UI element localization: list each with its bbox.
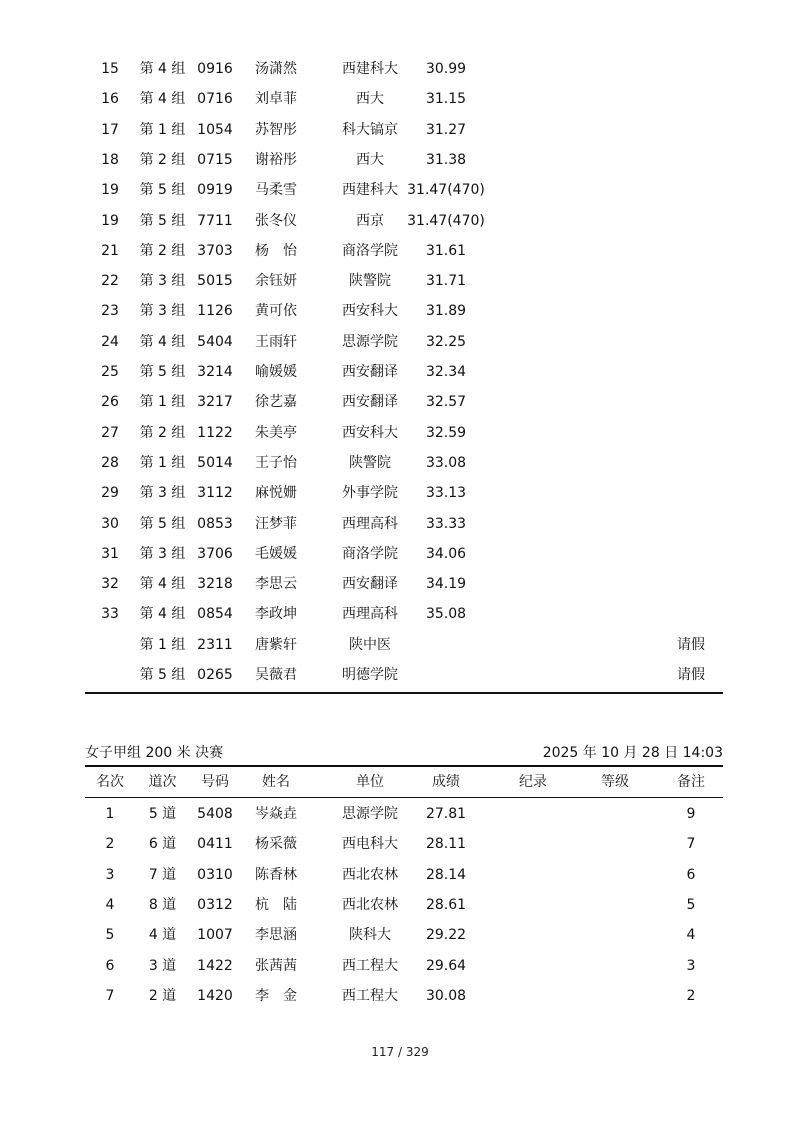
note-cell: 6 xyxy=(686,866,696,883)
table-row xyxy=(85,539,723,569)
number-cell: 1007 xyxy=(197,927,233,944)
header-bottom-rule xyxy=(85,797,723,798)
unit-cell: 西北农林 xyxy=(342,896,398,913)
lane-cell: 6 道 xyxy=(148,836,177,853)
result-cell: 31.27 xyxy=(425,121,467,138)
number-cell: 0312 xyxy=(197,896,233,913)
unit-cell: 西安翻译 xyxy=(342,364,398,380)
number-cell: 0853 xyxy=(197,515,233,532)
number-cell: 0919 xyxy=(197,182,233,199)
unit-cell: 西安科大 xyxy=(342,303,398,320)
group-cell: 第 4 组 xyxy=(139,91,186,108)
note-cell xyxy=(660,54,722,84)
table-row xyxy=(85,115,723,145)
rank-cell: 32 xyxy=(101,576,119,593)
note-cell xyxy=(660,448,722,478)
number-cell: 1422 xyxy=(197,957,233,974)
lane-cell: 8 道 xyxy=(148,896,177,913)
table-row xyxy=(85,266,723,296)
table-row xyxy=(85,860,723,890)
result-cell xyxy=(395,660,497,690)
table-row xyxy=(85,890,723,920)
name-cell: 唐紫轩 xyxy=(255,636,297,653)
result-cell: 31.47(470) xyxy=(407,182,485,199)
number-cell: 1054 xyxy=(197,121,233,138)
header-record: 纪录 xyxy=(519,774,547,790)
table-row xyxy=(85,951,723,981)
grade-cell xyxy=(580,981,650,1011)
number-cell: 3112 xyxy=(197,485,233,502)
table-row xyxy=(85,327,723,357)
table-row xyxy=(85,829,723,859)
header-number: 号码 xyxy=(201,774,229,790)
result-cell: 33.13 xyxy=(425,485,467,502)
number-cell: 5404 xyxy=(197,333,233,350)
unit-cell: 西京 xyxy=(356,212,384,229)
unit-cell: 陕警院 xyxy=(349,454,391,471)
table-row xyxy=(85,920,723,950)
note-cell xyxy=(660,115,722,145)
number-cell: 1420 xyxy=(197,987,233,1004)
note-cell xyxy=(660,236,722,266)
note-cell xyxy=(660,357,722,387)
table-row xyxy=(85,569,723,599)
result-cell: 33.08 xyxy=(425,454,467,471)
unit-cell: 西安科大 xyxy=(342,424,398,441)
lane-cell: 2 道 xyxy=(148,987,177,1004)
header-result: 成绩 xyxy=(432,774,460,790)
result-cell: 30.99 xyxy=(425,61,467,77)
event-datetime: 2025 年 10 月 28 日 14:03 xyxy=(542,745,723,761)
grade-cell xyxy=(580,829,650,859)
table-row xyxy=(85,509,723,539)
group-cell: 第 1 组 xyxy=(139,121,186,138)
result-cell: 35.08 xyxy=(425,606,467,623)
name-cell: 杨采薇 xyxy=(255,836,297,853)
number-cell: 0310 xyxy=(197,866,233,883)
name-cell: 杨 怡 xyxy=(255,242,297,259)
rank-cell: 23 xyxy=(101,303,119,320)
name-cell: 马柔雪 xyxy=(255,182,297,199)
number-cell: 5015 xyxy=(197,273,233,290)
result-cell: 28.14 xyxy=(425,866,467,883)
unit-cell: 西北农林 xyxy=(342,866,398,883)
unit-cell: 思源学院 xyxy=(342,333,398,350)
header-rank: 名次 xyxy=(96,774,124,790)
note-cell: 9 xyxy=(686,806,696,822)
rank-cell: 19 xyxy=(101,182,119,199)
unit-cell: 西大 xyxy=(356,91,384,108)
number-cell: 5408 xyxy=(197,806,233,822)
note-cell: 2 xyxy=(686,987,696,1004)
name-cell: 张茜茜 xyxy=(255,957,297,974)
result-cell: 28.61 xyxy=(425,896,467,913)
rank-cell: 31 xyxy=(101,545,119,562)
note-cell: 3 xyxy=(686,957,696,974)
number-cell: 0916 xyxy=(197,61,233,77)
unit-cell: 思源学院 xyxy=(342,806,398,822)
group-cell: 第 1 组 xyxy=(139,636,186,653)
lane-cell: 5 道 xyxy=(148,806,177,822)
unit-cell: 西安翻译 xyxy=(342,576,398,593)
grade-cell xyxy=(580,920,650,950)
unit-cell: 西建科大 xyxy=(342,182,398,199)
group-cell: 第 1 组 xyxy=(139,394,186,411)
result-cell: 32.57 xyxy=(425,394,467,411)
number-cell: 1122 xyxy=(197,424,233,441)
unit-cell: 明德学院 xyxy=(342,667,398,683)
record-cell xyxy=(498,799,568,829)
result-cell: 31.38 xyxy=(425,151,467,168)
number-cell: 1126 xyxy=(197,303,233,320)
header-lane: 道次 xyxy=(148,774,177,790)
note-cell xyxy=(660,84,722,114)
table-row xyxy=(85,175,723,205)
group-cell: 第 5 组 xyxy=(139,515,186,532)
header-name: 姓名 xyxy=(262,774,290,790)
table-row xyxy=(85,206,723,236)
result-cell: 30.08 xyxy=(425,987,467,1004)
header-note: 备注 xyxy=(677,774,705,790)
unit-cell: 商洛学院 xyxy=(342,545,398,562)
result-cell: 34.06 xyxy=(425,545,467,562)
number-cell: 7711 xyxy=(197,212,233,229)
rank-cell: 16 xyxy=(101,91,119,108)
note-cell xyxy=(660,539,722,569)
group-cell: 第 3 组 xyxy=(139,545,186,562)
name-cell: 王雨轩 xyxy=(255,333,297,350)
note-cell: 5 xyxy=(686,896,696,913)
rank-cell xyxy=(95,630,125,660)
note-cell xyxy=(660,145,722,175)
note-cell: 请假 xyxy=(677,667,705,683)
group-cell: 第 2 组 xyxy=(139,242,186,259)
number-cell: 3706 xyxy=(197,545,233,562)
result-cell: 31.47(470) xyxy=(407,212,485,229)
name-cell: 李思涵 xyxy=(255,927,297,944)
note-cell xyxy=(660,266,722,296)
name-cell: 黄可依 xyxy=(255,303,297,320)
note-cell xyxy=(660,418,722,448)
group-cell: 第 2 组 xyxy=(139,424,186,441)
unit-cell: 商洛学院 xyxy=(342,242,398,259)
final-header-row xyxy=(85,767,723,797)
unit-cell: 西安翻译 xyxy=(342,394,398,411)
unit-cell: 科大镐京 xyxy=(342,121,398,138)
note-cell xyxy=(660,175,722,205)
name-cell: 汪梦菲 xyxy=(255,515,297,532)
table-row xyxy=(85,599,723,629)
unit-cell: 西大 xyxy=(356,151,384,168)
group-cell: 第 3 组 xyxy=(139,303,186,320)
table-row xyxy=(85,418,723,448)
table-row xyxy=(85,448,723,478)
unit-cell: 陕科大 xyxy=(349,927,391,944)
page-number: 117 / 329 xyxy=(371,1045,429,1059)
name-cell: 汤潇然 xyxy=(255,61,297,77)
number-cell: 0715 xyxy=(197,151,233,168)
lane-cell: 4 道 xyxy=(148,927,177,944)
name-cell: 陈香林 xyxy=(255,866,297,883)
grade-cell xyxy=(580,951,650,981)
table-row xyxy=(85,660,723,690)
group-cell: 第 4 组 xyxy=(139,61,186,77)
name-cell: 张冬仪 xyxy=(255,212,297,229)
note-cell xyxy=(660,296,722,326)
lane-cell: 3 道 xyxy=(148,957,177,974)
rank-cell: 7 xyxy=(105,987,115,1004)
note-cell: 4 xyxy=(686,927,696,944)
rank-cell: 29 xyxy=(101,485,119,502)
result-cell: 31.15 xyxy=(425,91,467,108)
record-cell xyxy=(498,829,568,859)
table-row xyxy=(85,630,723,660)
name-cell: 李政坤 xyxy=(255,606,297,623)
table-row xyxy=(85,981,723,1011)
group-cell: 第 5 组 xyxy=(139,364,186,380)
name-cell: 朱美亭 xyxy=(255,424,297,441)
header-grade: 等级 xyxy=(601,774,629,790)
name-cell: 麻悦姗 xyxy=(255,485,297,502)
table-row xyxy=(85,145,723,175)
rank-cell: 5 xyxy=(105,927,115,944)
rank-cell: 33 xyxy=(101,606,119,623)
record-cell xyxy=(498,951,568,981)
rank-cell: 1 xyxy=(105,806,115,822)
number-cell: 3214 xyxy=(197,364,233,380)
note-cell: 7 xyxy=(686,836,696,853)
rank-cell: 22 xyxy=(101,273,119,290)
rank-cell: 3 xyxy=(105,866,115,883)
number-cell: 0716 xyxy=(197,91,233,108)
name-cell: 李 金 xyxy=(255,987,297,1004)
note-cell xyxy=(660,387,722,417)
group-cell: 第 3 组 xyxy=(139,485,186,502)
record-cell xyxy=(498,860,568,890)
unit-cell: 西工程大 xyxy=(342,957,398,974)
note-cell xyxy=(660,478,722,508)
note-cell xyxy=(660,509,722,539)
record-cell xyxy=(498,981,568,1011)
rank-cell: 4 xyxy=(105,896,115,913)
record-cell xyxy=(498,920,568,950)
unit-cell: 外事学院 xyxy=(342,485,398,502)
unit-cell: 西建科大 xyxy=(342,61,398,77)
rank-cell: 25 xyxy=(101,364,119,380)
unit-cell: 陕中医 xyxy=(349,636,391,653)
note-cell xyxy=(660,206,722,236)
note-cell: 请假 xyxy=(677,636,705,653)
number-cell: 0265 xyxy=(197,667,233,683)
result-cell: 29.22 xyxy=(425,927,467,944)
grade-cell xyxy=(580,799,650,829)
group-cell: 第 1 组 xyxy=(139,454,186,471)
rank-cell: 30 xyxy=(101,515,119,532)
rank-cell: 19 xyxy=(101,212,119,229)
group-cell: 第 4 组 xyxy=(139,333,186,350)
grade-cell xyxy=(580,860,650,890)
table-row xyxy=(85,236,723,266)
event-title: 女子甲组 200 米 决赛 xyxy=(85,745,224,761)
result-cell: 29.64 xyxy=(425,957,467,974)
table-row xyxy=(85,478,723,508)
name-cell: 杭 陆 xyxy=(255,896,297,913)
name-cell: 谢裕彤 xyxy=(255,151,297,168)
result-cell xyxy=(395,630,497,660)
table-bottom-rule xyxy=(85,692,723,694)
table-row xyxy=(85,296,723,326)
number-cell: 0411 xyxy=(197,836,233,853)
number-cell: 3703 xyxy=(197,242,233,259)
number-cell: 0854 xyxy=(197,606,233,623)
result-cell: 31.71 xyxy=(425,273,467,290)
group-cell: 第 5 组 xyxy=(139,182,186,199)
number-cell: 3217 xyxy=(197,394,233,411)
rank-cell: 27 xyxy=(101,424,119,441)
group-cell: 第 5 组 xyxy=(139,212,186,229)
group-cell: 第 3 组 xyxy=(139,273,186,290)
name-cell: 徐艺嘉 xyxy=(255,394,297,411)
name-cell: 刘卓菲 xyxy=(255,91,297,108)
unit-cell: 西理高科 xyxy=(342,515,398,532)
result-cell: 32.25 xyxy=(425,333,467,350)
note-cell xyxy=(660,599,722,629)
number-cell: 5014 xyxy=(197,454,233,471)
rank-cell: 21 xyxy=(101,242,119,259)
table-row xyxy=(85,799,723,829)
name-cell: 毛媛媛 xyxy=(255,545,297,562)
table-row xyxy=(85,84,723,114)
rank-cell: 24 xyxy=(101,333,119,350)
header-unit: 单位 xyxy=(356,774,384,790)
name-cell: 苏智彤 xyxy=(255,121,297,138)
result-cell: 32.59 xyxy=(425,424,467,441)
name-cell: 喻媛媛 xyxy=(255,364,297,380)
unit-cell: 陕警院 xyxy=(349,273,391,290)
table-row xyxy=(85,387,723,417)
rank-cell: 2 xyxy=(105,836,115,853)
unit-cell: 西理高科 xyxy=(342,606,398,623)
rank-cell xyxy=(95,660,125,690)
rank-cell: 17 xyxy=(101,121,119,138)
result-cell: 28.11 xyxy=(425,836,467,853)
group-cell: 第 2 组 xyxy=(139,151,186,168)
record-cell xyxy=(498,890,568,920)
name-cell: 李思云 xyxy=(255,576,297,593)
group-cell: 第 4 组 xyxy=(139,606,186,623)
unit-cell: 西工程大 xyxy=(342,987,398,1004)
name-cell: 王子怡 xyxy=(255,454,297,471)
result-cell: 27.81 xyxy=(425,806,467,822)
lane-cell: 7 道 xyxy=(148,866,177,883)
number-cell: 3218 xyxy=(197,576,233,593)
rank-cell: 15 xyxy=(101,61,119,77)
unit-cell: 西电科大 xyxy=(342,836,398,853)
result-cell: 32.34 xyxy=(425,364,467,380)
rank-cell: 6 xyxy=(105,957,115,974)
table-row xyxy=(85,357,723,387)
result-cell: 33.33 xyxy=(425,515,467,532)
rank-cell: 26 xyxy=(101,394,119,411)
table-row xyxy=(85,54,723,84)
result-cell: 34.19 xyxy=(425,576,467,593)
group-cell: 第 4 组 xyxy=(139,576,186,593)
grade-cell xyxy=(580,890,650,920)
note-cell xyxy=(660,327,722,357)
rank-cell: 28 xyxy=(101,454,119,471)
result-cell: 31.61 xyxy=(425,242,467,259)
name-cell: 吴薇君 xyxy=(255,667,297,683)
note-cell xyxy=(660,569,722,599)
number-cell: 2311 xyxy=(197,636,233,653)
group-cell: 第 5 组 xyxy=(139,667,186,683)
name-cell: 岑焱垚 xyxy=(255,806,297,822)
name-cell: 余钰妍 xyxy=(255,273,297,290)
result-cell: 31.89 xyxy=(425,303,467,320)
rank-cell: 18 xyxy=(101,151,119,168)
